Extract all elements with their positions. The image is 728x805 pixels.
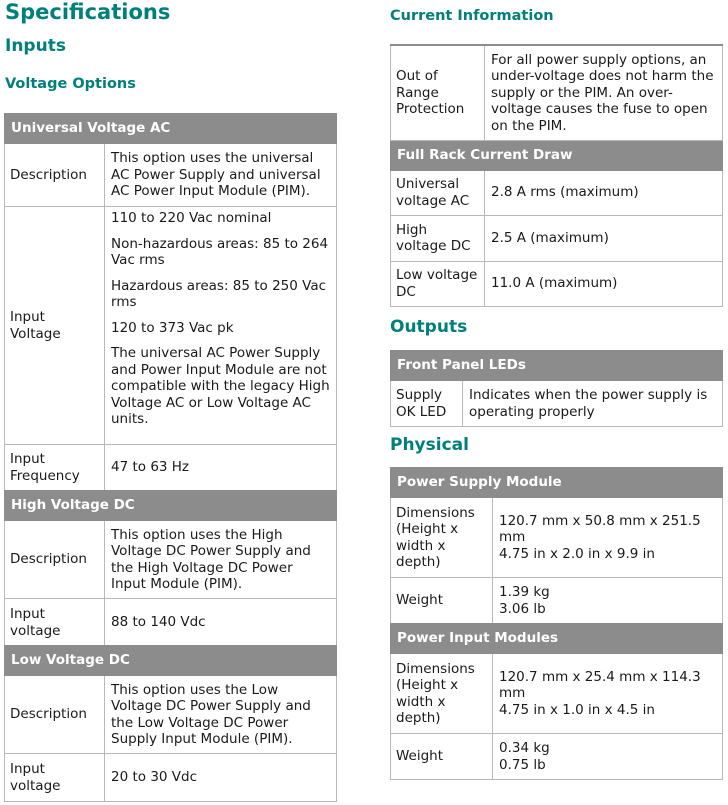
rack-row-label: High voltage DC: [391, 215, 485, 261]
full-rack-current-header: Full Rack Current Draw: [391, 140, 723, 170]
outputs-heading: Outputs: [390, 317, 468, 337]
description-label: Description: [5, 676, 105, 754]
universal-voltage-header: Universal Voltage AC: [5, 114, 337, 144]
input-voltage-label: Input voltage: [5, 754, 105, 802]
low-voltage-dc-header: Low Voltage DC: [5, 646, 337, 676]
current-information-heading: Current Information: [390, 8, 554, 24]
current-information-table: [390, 44, 723, 307]
voltage-peak: 120 to 373 Vac pk: [111, 319, 234, 336]
dimensions-in: 4.75 in x 1.0 in x 4.5 in: [499, 701, 655, 718]
front-panel-leds-header: Front Panel LEDs: [391, 351, 723, 381]
supply-ok-led-label: Supply OK LED: [391, 381, 463, 427]
input-voltage-label: Input voltage: [5, 599, 105, 647]
rack-row-value: 2.8 A rms (maximum): [485, 170, 723, 215]
voltage-nominal: 110 to 220 Vac nominal: [111, 210, 272, 226]
dimensions-in: 4.75 in x 2.0 in x 9.9 in: [499, 545, 655, 562]
description-label: Description: [5, 521, 105, 599]
physical-heading: Physical: [390, 435, 469, 455]
universal-voltage-table: [4, 113, 337, 491]
rack-row-label: Universal voltage AC: [391, 170, 485, 215]
compatibility-note: The universal AC Power Supply and Power Input Module are not compatible with the legacy High Voltage AC or Low Voltage AC units.: [111, 345, 330, 427]
input-voltage-value: 20 to 30 Vdc: [105, 754, 337, 802]
dimensions-mm: 120.7 mm x 25.4 mm x 114.3 mm: [499, 668, 701, 702]
weight-kg: 1.39 kg: [499, 584, 550, 600]
dimensions-label: Dimensions (Height x width x depth): [391, 498, 493, 578]
voltage-options-heading: Voltage Options: [5, 76, 136, 92]
weight-lb: 0.75 lb: [499, 756, 546, 773]
rack-row-value: 2.5 A (maximum): [485, 215, 723, 261]
high-voltage-dc-table: [4, 490, 337, 647]
power-supply-module-header: Power Supply Module: [391, 468, 723, 498]
voltage-hazardous: Hazardous areas: 85 to 250 Vac rms: [111, 277, 327, 310]
input-voltage-label: Input Voltage: [5, 207, 105, 445]
dimensions-mm: 120.7 mm x 50.8 mm x 251.5 mm: [499, 512, 701, 546]
power-supply-module-table: [390, 467, 723, 624]
description-value: This option uses the universal AC Power Supply and universal AC Power Input Module (PIM).: [105, 144, 337, 207]
low-voltage-dc-table: [4, 645, 337, 802]
description-value: This option uses the High Voltage DC Power Supply and the High Voltage DC Power Input Module (PIM).: [105, 521, 337, 599]
weight-kg: 0.34 kg: [499, 740, 550, 756]
input-voltage-value: 88 to 140 Vdc: [105, 599, 337, 647]
input-frequency-label: Input Frequency: [5, 445, 105, 491]
high-voltage-dc-header: High Voltage DC: [5, 491, 337, 521]
power-input-modules-header: Power Input Modules: [391, 624, 723, 654]
page-title: Specifications: [5, 0, 171, 24]
weight-label: Weight: [391, 578, 493, 624]
description-label: Description: [5, 144, 105, 207]
weight-label: Weight: [391, 734, 493, 780]
input-frequency-value: 47 to 63 Hz: [105, 445, 337, 491]
rack-row-value: 11.0 A (maximum): [485, 261, 723, 306]
front-panel-leds-table: [390, 350, 723, 427]
description-value: This option uses the Low Voltage DC Power Supply and the Low Voltage DC Power Supply Input Module (PIM).: [105, 676, 337, 754]
power-input-modules-table: [390, 623, 723, 780]
dimensions-label: Dimensions (Height x width x depth): [391, 654, 493, 734]
out-of-range-value: For all power supply options, an under-voltage does not harm the supply or the PIM. An over-voltage causes the fuse to open on the PIM.: [485, 45, 723, 140]
supply-ok-led-value: Indicates when the power supply is operating properly: [463, 381, 723, 427]
rack-row-label: Low voltage DC: [391, 261, 485, 306]
voltage-non-hazardous: Non-hazardous areas: 85 to 264 Vac rms: [111, 235, 329, 268]
out-of-range-label: Out of Range Protection: [391, 45, 485, 140]
inputs-heading: Inputs: [5, 36, 66, 56]
weight-lb: 3.06 lb: [499, 600, 546, 617]
